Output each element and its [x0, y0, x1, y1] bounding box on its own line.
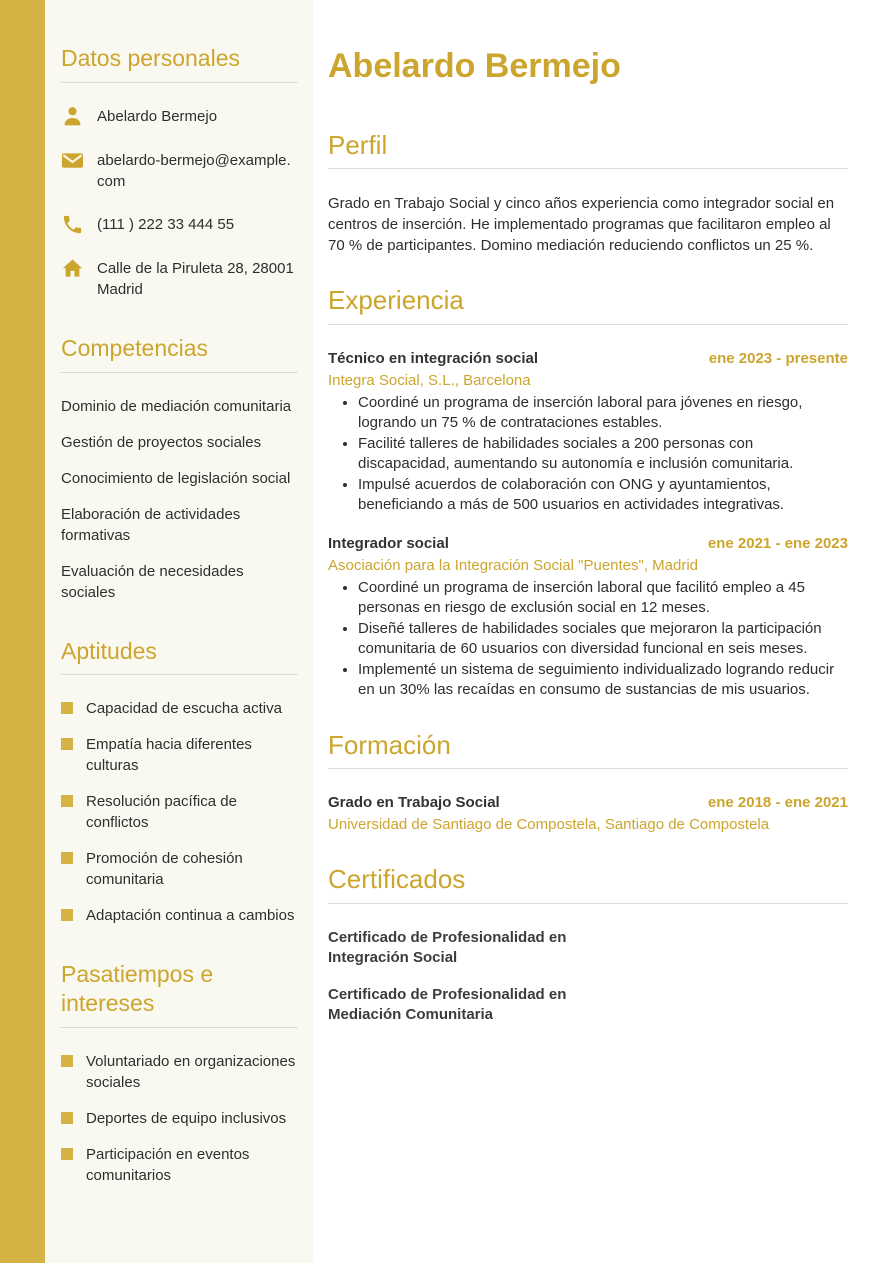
square-bullet-icon: [61, 909, 73, 921]
sidebar-heading-datos-personales: Datos personales: [61, 45, 240, 71]
job-organization: Integra Social, S.L., Barcelona: [328, 371, 531, 389]
list-item: Participación en eventos comunitarios: [61, 1144, 298, 1186]
list-item: Elaboración de actividades formativas: [61, 505, 241, 544]
entry-header: [328, 534, 848, 554]
job-bullet: • Impulsé acuerdos de colaboración con ONG y ayuntamientos, beneficiando a más de 500 usuarios en actividades integrativas.: [358, 475, 848, 516]
list-item: Resolución pacífica de conflictos: [61, 791, 298, 833]
job-bullet: • Diseñé talleres de habilidades sociales que mejoraron la participación comunitaria de 60 usuarios con diversidad funcional en seis meses.: [358, 619, 848, 660]
square-bullet-icon: [61, 1148, 73, 1160]
square-bullet-icon: [61, 702, 73, 714]
main-content: [313, 0, 893, 1263]
sidebar-section-competencias: [61, 334, 298, 603]
section-experiencia: [328, 284, 848, 701]
sidebar: [45, 0, 313, 1263]
phone-icon: [61, 213, 84, 236]
sidebar-heading-aptitudes: Aptitudes: [61, 637, 157, 664]
section-heading-formacion: Formación: [328, 729, 451, 760]
envelope-icon: [61, 149, 84, 172]
list-item: Dominio de mediación comunitaria: [61, 397, 292, 415]
divider: [61, 1027, 298, 1028]
divider: [328, 324, 848, 325]
contact-row-address: [61, 258, 298, 300]
list-item: Voluntariado en organizaciones sociales: [61, 1051, 298, 1093]
divider: [61, 372, 298, 373]
contact-email: abelardo-bermejo@example.com: [97, 151, 291, 190]
entry-header: [328, 793, 848, 813]
home-icon: [61, 257, 84, 280]
degree-title: Grado en Trabajo Social: [328, 794, 500, 812]
job-bullet-list: [328, 578, 848, 701]
section-heading-certificados: Certificados: [328, 864, 466, 895]
degree-dates: ene 2018 - ene 2021: [707, 794, 848, 812]
divider: [328, 903, 848, 904]
sidebar-section-aptitudes: [61, 637, 298, 927]
job-dates: ene 2021 - ene 2023: [707, 534, 848, 552]
job-title: Técnico en integración social: [328, 349, 539, 367]
profile-text: Grado en Trabajo Social y cinco años experiencia como integrador social en centros de inserción. He implementado programas que facilitaron empleo al 70 % de participantes. Domino mediación reduciendo conflictos un 25 %.: [328, 195, 835, 255]
square-bullet-icon: [61, 795, 73, 807]
section-perfil: [328, 129, 848, 257]
sidebar-heading-competencias: Competencias: [61, 334, 209, 361]
square-bullet-icon: [61, 738, 73, 750]
job-bullet: • Facilité talleres de habilidades sociales a 200 personas con discapacidad, aumentando su autonomía e inclusión comunitaria.: [358, 434, 848, 475]
divider: [328, 168, 848, 169]
page-title: Abelardo Bermejo: [328, 47, 621, 85]
job-title: Integrador social: [328, 534, 449, 552]
section-heading-perfil: Perfil: [328, 129, 388, 160]
sidebar-section-datos-personales: [61, 44, 298, 300]
entry-header: [328, 349, 848, 369]
job-bullet: • Implementé un sistema de seguimiento individualizado logrando reducir en un 30% las recaídas en consumo de sustancias de mis usuarios.: [358, 660, 848, 701]
sidebar-heading-pasatiempos: Pasatiempos e intereses: [61, 961, 214, 1016]
list-item: Empatía hacia diferentes culturas: [61, 734, 298, 776]
job-organization: Asociación para la Integración Social "Puentes", Madrid: [328, 556, 699, 574]
sidebar-accent-bar: [0, 0, 45, 1263]
experience-entry: [328, 534, 848, 701]
experience-entry: [328, 349, 848, 516]
competencias-list: [61, 396, 298, 603]
list-item: Capacidad de escucha activa: [61, 698, 298, 719]
contact-phone: (111 ) 222 33 444 55: [97, 215, 235, 233]
section-formacion: [328, 729, 848, 836]
square-bullet-icon: [61, 1055, 73, 1067]
contact-address: Calle de la Piruleta 28, 28001 Madrid: [97, 259, 294, 298]
contact-row-phone: [61, 214, 298, 236]
pasatiempos-list: [61, 1051, 298, 1186]
certificate-item: Certificado de Profesionalidad en Integración Social: [328, 928, 567, 967]
aptitudes-list: [61, 698, 298, 926]
contact-row-name: [61, 106, 298, 128]
list-item: Adaptación continua a cambios: [61, 905, 298, 926]
list-item: Deportes de equipo inclusivos: [61, 1108, 298, 1129]
section-certificados: [328, 863, 848, 1026]
section-heading-experiencia: Experiencia: [328, 285, 464, 316]
job-bullet-list: [328, 393, 848, 516]
sidebar-section-pasatiempos: [61, 960, 298, 1186]
list-item: Gestión de proyectos sociales: [61, 433, 262, 451]
certificate-item: Certificado de Profesionalidad en Mediación Comunitaria: [328, 985, 567, 1024]
contact-name: Abelardo Bermejo: [97, 107, 218, 125]
job-bullet: • Coordiné un programa de inserción laboral para jóvenes en riesgo, logrando un 75 % de contrataciones estables.: [358, 393, 848, 434]
list-item: Evaluación de necesidades sociales: [61, 562, 244, 601]
divider: [328, 768, 848, 769]
square-bullet-icon: [61, 852, 73, 864]
user-icon: [61, 105, 84, 128]
square-bullet-icon: [61, 1112, 73, 1124]
list-item: Promoción de cohesión comunitaria: [61, 848, 298, 890]
degree-institution: Universidad de Santiago de Compostela, Santiago de Compostela: [328, 816, 770, 834]
contact-row-email: [61, 150, 298, 192]
job-bullet: • Coordiné un programa de inserción laboral que facilitó empleo a 45 personas en riesgo de exclusión social en 12 meses.: [358, 578, 848, 619]
list-item: Conocimiento de legislación social: [61, 469, 291, 487]
divider: [61, 82, 298, 83]
job-dates: ene 2023 - presente: [708, 349, 848, 367]
education-entry: [328, 793, 848, 835]
divider: [61, 674, 298, 675]
